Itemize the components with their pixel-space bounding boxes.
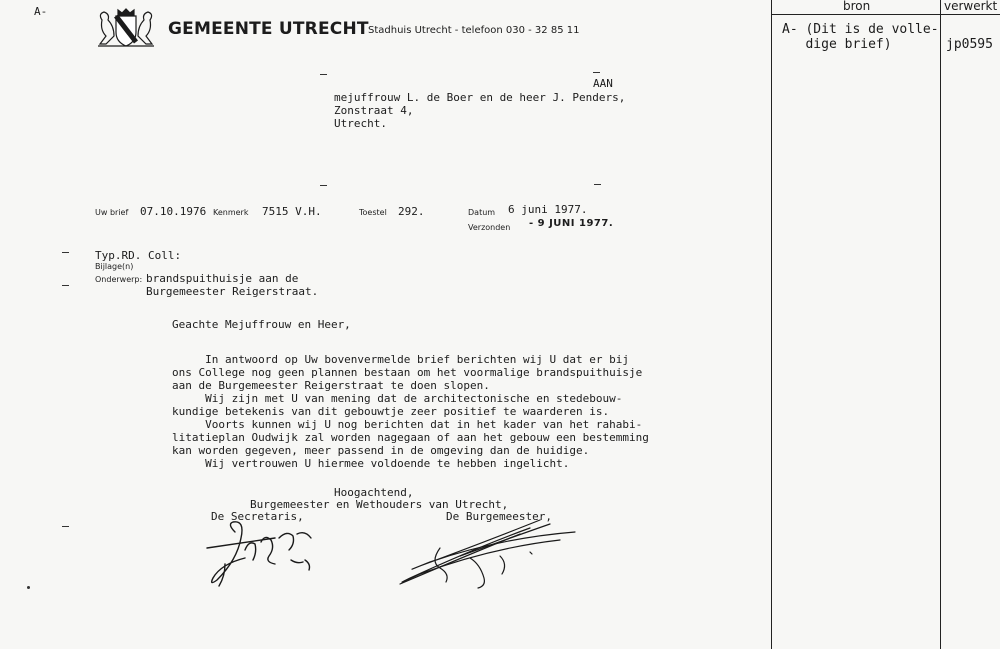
body-line: aan de Burgemeester Reigerstraat te doen slopen. xyxy=(172,379,490,392)
kenmerk-label: Kenmerk xyxy=(213,208,249,217)
fold-mark xyxy=(593,72,600,73)
bron-entry-line: dige brief) xyxy=(782,37,892,52)
body-line: kundige betekenis van dit gebouwtje zeer positief te waarderen is. xyxy=(172,405,610,418)
recipient-line: Utrecht. xyxy=(334,117,387,130)
bron-entry-line: A- (Dit is de volle- xyxy=(782,22,939,37)
body-line: litatieplan Oudwijk zal worden nagegaan of aan het gebouw een bestemming xyxy=(172,431,649,444)
onderwerp-line: brandspuithuisje aan de xyxy=(146,272,299,285)
fold-mark xyxy=(320,185,327,186)
secretaris-title: De Secretaris, xyxy=(211,510,304,523)
typist-code: Typ.RD. Coll: xyxy=(95,249,182,262)
body-line: In antwoord op Uw bovenvermelde brief berichten wij U dat er bij xyxy=(172,353,629,366)
municipality-address: Stadhuis Utrecht - telefoon 030 - 32 85 11 xyxy=(368,25,580,36)
verzonden-stamp: - 9 JUNI 1977. xyxy=(529,218,614,229)
fold-mark xyxy=(62,252,69,253)
secretaris-signature xyxy=(205,520,325,590)
body-line: Wij vertrouwen U hiermee voldoende te hebben ingelicht. xyxy=(172,457,570,470)
uw-brief-value: 07.10.1976 xyxy=(140,205,207,218)
body-line: Voorts kunnen wij U nog berichten dat in het kader van het rahabi- xyxy=(172,418,643,431)
fold-mark xyxy=(320,74,327,75)
onderwerp-line: Burgemeester Reigerstraat. xyxy=(146,285,319,298)
verzonden-label: Verzonden xyxy=(468,223,511,232)
fold-mark xyxy=(62,526,69,527)
datum-label: Datum xyxy=(468,208,496,217)
toestel-label: Toestel xyxy=(359,208,387,217)
recipient-line: mejuffrouw L. de Boer en de heer J. Penders, xyxy=(334,91,626,104)
toestel-value: 292. xyxy=(398,205,425,218)
closing-authority: Burgemeester en Wethouders van Utrecht, xyxy=(250,498,509,511)
salutation: Geachte Mejuffrouw en Heer, xyxy=(172,318,351,331)
fold-mark xyxy=(594,184,601,185)
body-line: Wij zijn met U van mening dat de architectonische en stedebouw- xyxy=(172,392,623,405)
municipality-name: GEMEENTE UTRECHT xyxy=(168,19,369,39)
margin-mark: A- xyxy=(34,5,48,18)
fold-mark xyxy=(62,285,69,286)
table-header-rule xyxy=(771,14,1000,15)
recipient-line: Zonstraat 4, xyxy=(334,104,414,117)
body-line: ons College nog geen plannen bestaan om het voormalige brandspuithuisje xyxy=(172,366,643,379)
table-column-divider xyxy=(940,0,941,649)
kenmerk-value: 7515 V.H. xyxy=(262,205,322,218)
closing-greeting: Hoogachtend, xyxy=(334,486,414,499)
column-header-bron: bron xyxy=(843,0,871,13)
body-line: kan worden gegeven, meer passend in de omgeving dan de huidige. xyxy=(172,444,590,457)
bijlagen-label: Bijlage(n) xyxy=(95,262,134,271)
paper-mark xyxy=(27,586,30,589)
datum-value: 6 juni 1977. xyxy=(508,203,588,216)
uw-brief-label: Uw brief xyxy=(95,208,129,217)
column-header-verwerkt: verwerkt xyxy=(944,0,998,13)
recipient-aan: AAN xyxy=(593,77,613,90)
onderwerp-label: Onderwerp: xyxy=(95,275,143,284)
burgemeester-title: De Burgemeester, xyxy=(446,510,552,523)
utrecht-coat-of-arms-logo xyxy=(94,6,158,48)
verwerkt-entry: jp0595 xyxy=(946,37,993,52)
table-left-border xyxy=(771,0,772,649)
burgemeester-signature xyxy=(380,518,580,593)
